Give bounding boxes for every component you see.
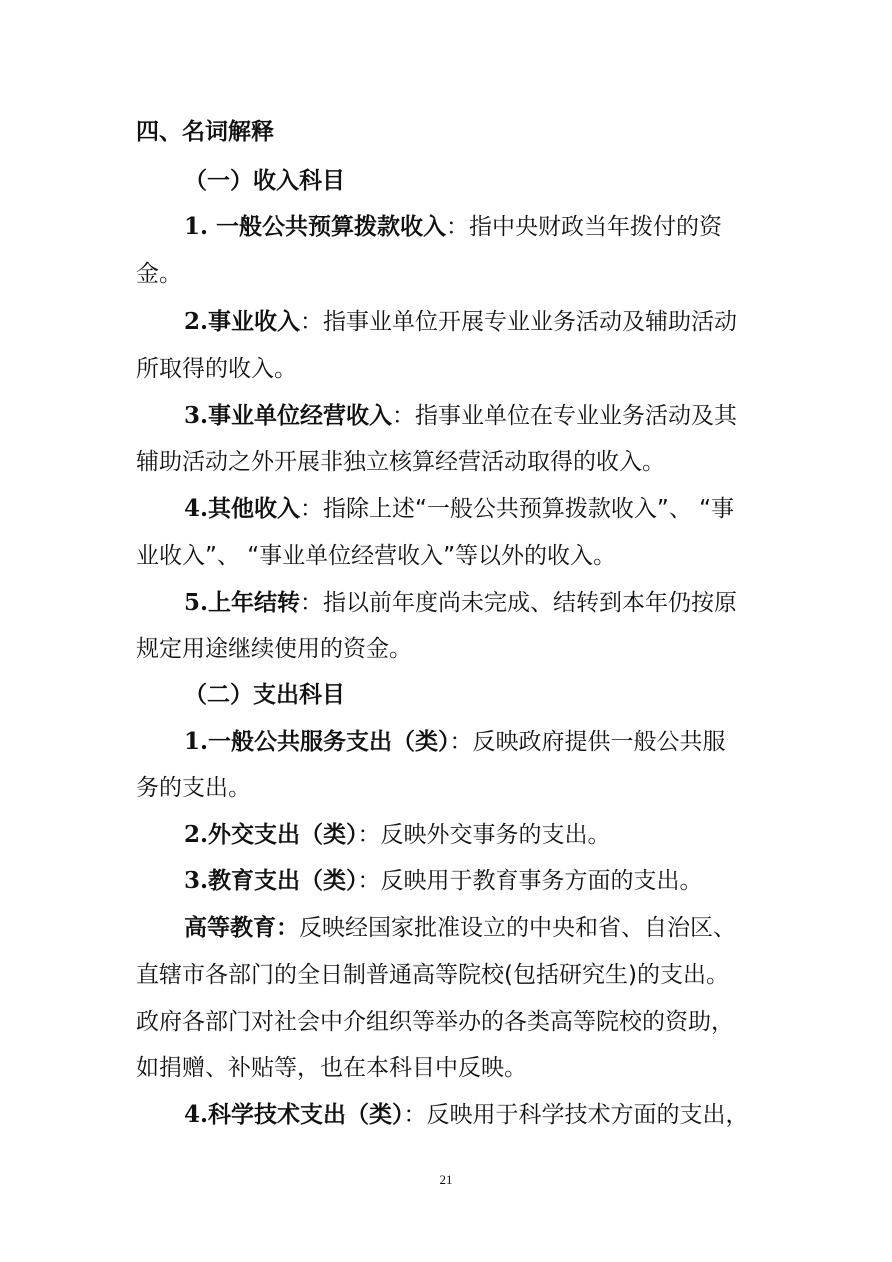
item-number: 2. <box>184 308 209 335</box>
item-term: 一般公共预算拨款收入 <box>216 214 447 240</box>
income-item-5-cont: 规定用途继续使用的资金。 <box>136 636 412 662</box>
expense-item-1 <box>184 727 726 757</box>
item-separator: ： <box>300 309 324 335</box>
income-item-1-cont: 金。 <box>136 261 182 287</box>
item-separator: ： <box>357 822 381 848</box>
item-term: 科学技术支出（类） <box>208 1102 404 1128</box>
income-item-4-cont: 业收入”、 “事业单位经营收入”等以外的收入。 <box>136 543 617 569</box>
income-item-2 <box>184 307 737 337</box>
item-separator: ： <box>300 590 324 616</box>
item-term: 事业单位经营收入 <box>208 403 393 429</box>
item-text: 指中央财政当年拨付的资 <box>469 214 723 240</box>
expense-item-2 <box>184 820 611 850</box>
income-item-1 <box>184 212 722 242</box>
item-separator: ： <box>357 868 381 894</box>
item-number: 4. <box>184 495 209 522</box>
item-separator: ： <box>276 915 299 941</box>
item-term: 一般公共服务支出（类） <box>208 729 450 755</box>
item-number: 1. <box>184 213 217 240</box>
higher-edu-line-4: 如捐赠、补贴等，也在本科目中反映。 <box>136 1055 527 1081</box>
item-text: 反映用于教育事务方面的支出。 <box>380 868 703 894</box>
item-text: 指事业单位开展专业业务活动及辅助活动 <box>323 309 738 335</box>
income-item-3 <box>184 401 737 431</box>
higher-edu-line-2: 直辖市各部门的全日制普通高等院校(包括研究生)的支出。 <box>136 962 729 988</box>
item-text: 指事业单位在专业业务活动及其 <box>415 403 738 429</box>
item-text: 反映政府提供一般公共服 <box>472 729 726 755</box>
item-number: 1. <box>184 728 209 755</box>
expense-item-1-cont: 务的支出。 <box>136 775 251 801</box>
item-number: 2. <box>184 821 209 848</box>
income-item-5 <box>184 588 737 618</box>
item-term: 外交支出（类） <box>208 822 358 848</box>
item-term: 其他收入 <box>208 496 301 522</box>
item-term: 高等教育 <box>184 915 276 941</box>
expense-item-4 <box>184 1100 749 1130</box>
higher-edu-item <box>184 913 736 943</box>
income-item-2-cont: 所取得的收入。 <box>136 356 297 382</box>
item-separator: ： <box>449 729 473 755</box>
expense-item-3 <box>184 866 703 896</box>
income-heading: （一）收入科目 <box>184 168 345 194</box>
item-separator: ： <box>300 496 324 522</box>
item-number: 5. <box>184 589 209 616</box>
item-separator: ： <box>446 214 470 240</box>
item-separator: ： <box>403 1102 427 1128</box>
item-text: 指除上述“一般公共预算拨款收入”、 “事 <box>323 496 735 522</box>
income-item-3-cont: 辅助活动之外开展非独立核算经营活动取得的收入。 <box>136 449 665 475</box>
page-number: 21 <box>439 1172 453 1187</box>
expense-heading: （二）支出科目 <box>184 682 345 708</box>
item-term: 事业收入 <box>208 309 301 335</box>
item-text: 指以前年度尚未完成、结转到本年仍按原 <box>323 590 738 616</box>
item-term: 上年结转 <box>208 590 301 616</box>
income-item-4 <box>184 494 734 524</box>
item-number: 3. <box>184 867 209 894</box>
item-term: 教育支出（类） <box>208 868 358 894</box>
section-title: 四、名词解释 <box>136 119 274 145</box>
item-text: 反映经国家批准设立的中央和省、自治区、 <box>299 915 736 941</box>
item-text: 反映外交事务的支出。 <box>380 822 611 848</box>
item-separator: ： <box>392 403 416 429</box>
item-text: 反映用于科学技术方面的支出， <box>426 1102 749 1128</box>
item-number: 4. <box>184 1101 209 1128</box>
higher-edu-line-3: 政府各部门对社会中介组织等举办的各类高等院校的资助， <box>136 1009 734 1035</box>
item-number: 3. <box>184 402 209 429</box>
